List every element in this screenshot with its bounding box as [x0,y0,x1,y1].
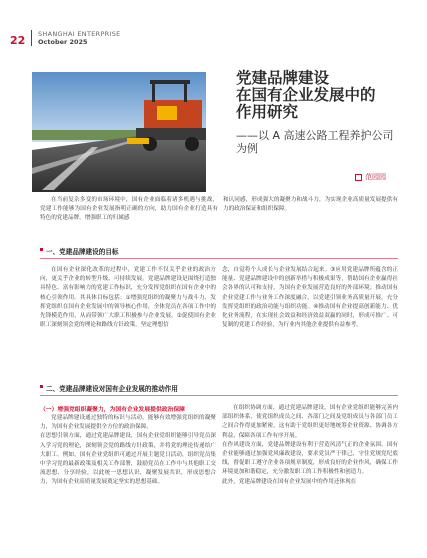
section-2-heading: 二、党建品牌建设对国有企业发展的推动作用 [46,385,178,393]
section-1-rule [40,258,398,259]
section-2-right-column: 在组织协调方面，通过党建品牌建设，国有企业党组织能够完善内部组织体系，使党组织成员之间、各部门之间及党组成员与各部门员工之间合作得更加紧密，这有助于党组织更好地统筹企业资源、协调各方利益，保障各项工作有序开展。 在作风建设方面，党建品牌建设有利于营造风清气正的企业氛围。国有企业能够通过加强党风廉政建设，要求党员严于律己，守住党规党纪底线，督促职工遵守企业各项规章制度，形成良好的企业作风，确保工作环境更加和谐稳定，充分激发职工的工作积极性和创造力。 此外，党建品牌建设在国有企业发展中的作用还体现在 [222,405,398,485]
section-1-heading: 一、党建品牌建设的目标 [46,248,119,256]
section-1-left-column: 在国有企业深化改革的过程中，党建工作不仅关乎企业的政治方向，更关乎企业的转型升级、可持续发展。党建品牌建设是围绕打造独具特色、富有影响力的党建工作标识，充分发挥党组织在国有企业中的核心引领作用。其具体目标包括：①增强党组织的凝聚力与战斗力，发挥党组织在国有企业发展中的领导核心作用，全体党员在各项工作中的先锋模范作用，从而带领广大职工积极参与企业发展。②促使国有企业职工深刻领会党的理论和路线方针政策，坚定理想信 [40,267,216,329]
intro-paragraph-right: 和认同感，形成强大的凝聚力和战斗力，为实现企业高质量发展提供有力的政治保证和组织保障。 [223,197,398,213]
section-1-right-column: 念，自觉将个人成长与企业发展结合起来。③应用党建品牌所蕴含的正能量、党建品牌建设中的创新举措与积极成果等，帮助国有企业赢得社会各界的认可和支持，为国有企业发展营造良好的外部环境；推动国有企业党建工作与业务工作深度融合，以党建引领业务高质量开展，充分发挥党组织的政治功能与组织功能。④推动国有企业提高创新能力、优化业务流程，在实现社会效益和经济效益双赢的同时，形成可推广、可复制的党建工作经验，为行业内其他企业提供有益参考。 [222,267,398,329]
article-photo [32,72,206,192]
section-2-marker [40,385,43,388]
title-line-3: 作用研究 [236,103,299,121]
page-number: 22 [10,34,26,47]
intro-paragraph-left: 在当前复杂多变的市场环境中，国有企业面临着诸多机遇与挑战，党建工作能够为国有企业发展指明正确的方向，助力国有企业打造具有特色的党建品牌，增强职工的归属感 [40,197,218,222]
section-1-marker [40,248,43,251]
article-subtitle [236,129,406,155]
header-divider [31,30,32,46]
author-line [355,172,386,182]
section-2-subheading: （一）增强党组织凝聚力，为国有企业发展提供政治保障 [40,407,185,413]
subtitle-line-1: ——以 A 高速公路工程养护公司 [236,129,394,142]
section-2-rule [40,395,398,396]
author-name: 范园园 [365,173,386,181]
magazine-name: SHANGHAI ENTERPRISE [38,30,121,38]
article-title [236,70,406,121]
title-line-2: 在国有企业发展中的 [236,86,376,104]
issue-date: October 2025 [38,38,88,46]
square-icon [355,174,362,181]
section-2-left-column: 党建品牌建设通过独特的标识与活动，能够有效增强党组织的凝聚力，为国有企业发展提供全方位的政治保障。 在思想引领方面，通过党建品牌建设，国有企业党组织能够引导党员深入学习党的理论，深刻领会党的路线方针政策，并将党的理论传递给广大职工。例如，国有企业党组织可通过开展主题党日活动，组织党员集中学习党的最新政策及相关工作部署，鼓励党员在工作中与其他职工交流思想、分享经验，以此统一思想认识，凝聚发展共识，形成思想合力，为国有企业高质量发展奠定坚实的思想基础。 [40,415,216,486]
title-line-1: 党建品牌建设 [236,69,330,87]
subtitle-line-2: 为例 [236,142,258,155]
